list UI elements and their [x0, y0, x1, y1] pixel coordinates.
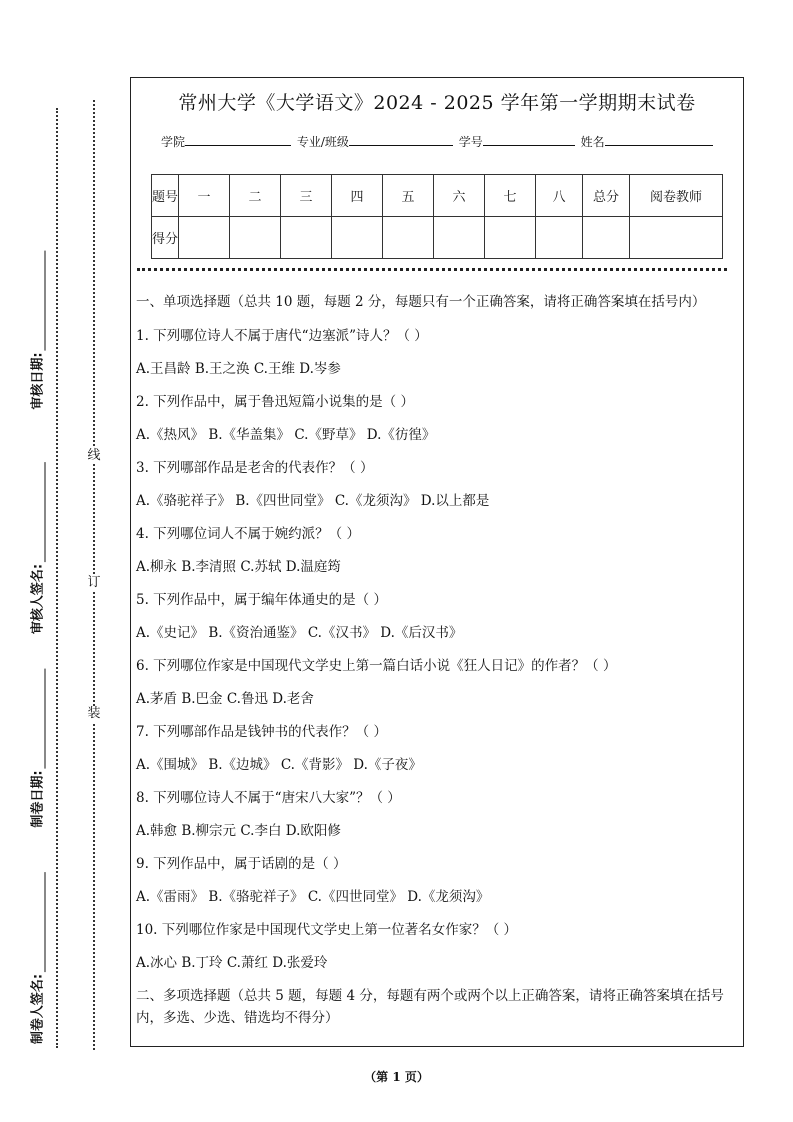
score-cell[interactable]	[583, 217, 630, 259]
exam-content	[136, 291, 741, 1029]
make-date-label	[16, 668, 56, 828]
score-cell[interactable]	[281, 217, 332, 259]
question-3: 3. 下列哪部作品是老舍的代表作？（ ）	[136, 460, 374, 476]
question-1-options: A.王昌龄 B.王之涣 C.王维 D.岑参	[136, 361, 341, 377]
score-cell[interactable]	[383, 217, 434, 259]
maker-sign-text: 制卷人签名:	[30, 973, 46, 1045]
name-blank	[605, 133, 713, 146]
score-table-header: 八	[536, 175, 583, 217]
score-table-header: 一	[179, 175, 230, 217]
question-8-options: A.韩愈 B.柳宗元 C.李白 D.欧阳修	[136, 823, 341, 839]
score-cell[interactable]	[179, 217, 230, 259]
make-date-text: 制卷日期:	[30, 770, 46, 828]
score-cell[interactable]	[485, 217, 536, 259]
question-3-options: A.《骆驼祥子》 B.《四世同堂》 C.《龙须沟》 D.以上都是	[136, 493, 490, 509]
question-7: 7. 下列哪部作品是钱钟书的代表作？（ ）	[136, 724, 387, 740]
maker-sign-blank	[45, 872, 46, 972]
exam-frame	[130, 77, 744, 1047]
question-6: 6. 下列哪位作家是中国现代文学史上第一篇白话小说《狂人日记》的作者？（ ）	[136, 658, 617, 674]
review-date-blank	[45, 250, 46, 350]
question-5: 5. 下列作品中，属于编年体通史的是（ ）	[136, 592, 387, 608]
name-label: 姓名	[580, 135, 605, 149]
score-cell[interactable]	[230, 217, 281, 259]
binding-char-xian: 线	[84, 448, 104, 464]
question-4: 4. 下列哪位词人不属于婉约派？（ ）	[136, 526, 360, 542]
score-table-label-cell: 得分	[152, 217, 179, 259]
question-9: 9. 下列作品中，属于话剧的是（ ）	[136, 856, 347, 872]
review-date-label	[16, 250, 56, 410]
score-table-score-row	[152, 217, 723, 259]
question-9-options: A.《雷雨》 B.《骆驼祥子》 C.《四世同堂》 D.《龙须沟》	[136, 889, 490, 905]
student-info-line	[161, 133, 715, 150]
question-6-options: A.茅盾 B.巴金 C.鲁迅 D.老舍	[136, 691, 314, 707]
make-date-blank	[45, 668, 46, 768]
section-1-heading: 一、单项选择题（总共 10 题，每题 2 分，每题只有一个正确答案，请将正确答案填在括号内）	[136, 294, 706, 310]
section-2-heading: 二、多项选择题（总共 5 题，每题 4 分，每题有两个或两个以上正确答案，请将正确答案填在括号内，多选、少选、错选均不得分）	[136, 988, 724, 1026]
question-10-options: A.冰心 B.丁玲 C.萧红 D.张爱玲	[136, 955, 328, 971]
major-label: 专业/班级	[296, 135, 349, 149]
score-table-header: 七	[485, 175, 536, 217]
left-dotted-line	[56, 108, 58, 1048]
major-blank	[349, 133, 453, 146]
score-table-header: 三	[281, 175, 332, 217]
reviewer-sign-text: 审核人签名:	[30, 563, 46, 635]
score-cell[interactable]	[434, 217, 485, 259]
reviewer-sign-blank	[45, 462, 46, 562]
question-5-options: A.《史记》 B.《资治通鉴》 C.《汉书》 D.《后汉书》	[136, 625, 463, 641]
student-id-label: 学号	[458, 135, 483, 149]
question-2-options: A.《热风》 B.《华盖集》 C.《野草》 D.《彷徨》	[136, 427, 436, 443]
question-1: 1. 下列哪位诗人不属于唐代“边塞派”诗人？（ ）	[136, 328, 428, 344]
page-title: 常州大学《大学语文》2024 - 2025 学年第一学期期末试卷	[178, 92, 696, 114]
section-separator	[137, 268, 727, 271]
reviewer-sign-label	[16, 468, 56, 635]
score-table-header: 四	[332, 175, 383, 217]
binding-char-zhuang: 装	[84, 706, 104, 722]
student-id-blank	[483, 133, 575, 146]
score-cell[interactable]	[332, 217, 383, 259]
question-4-options: A.柳永 B.李清照 C.苏轼 D.温庭筠	[136, 559, 341, 575]
question-7-options: A.《围城》 B.《边城》 C.《背影》 D.《子夜》	[136, 757, 422, 773]
question-8: 8. 下列哪位诗人不属于“唐宋八大家”？（ ）	[136, 790, 401, 806]
college-blank	[185, 133, 291, 146]
question-2: 2. 下列作品中，属于鲁迅短篇小说集的是（ ）	[136, 394, 414, 410]
score-table-header: 二	[230, 175, 281, 217]
maker-sign-label	[16, 878, 56, 1045]
score-cell[interactable]	[536, 217, 583, 259]
score-table-label-cell: 题号	[152, 175, 179, 217]
score-table-header: 阅卷教师	[630, 175, 723, 217]
college-label: 学院	[161, 135, 186, 149]
score-table-header: 总分	[583, 175, 630, 217]
question-10: 10. 下列哪位作家是中国现代文学史上第一位著名女作家？（ ）	[136, 922, 518, 938]
score-table-header: 六	[434, 175, 485, 217]
binding-char-ding: 订	[84, 575, 104, 591]
page-number: （第 1 页）	[364, 1070, 429, 1084]
score-table-header-row	[152, 175, 723, 217]
review-date-text: 审核日期:	[30, 352, 46, 410]
score-cell[interactable]	[630, 217, 723, 259]
score-table	[151, 174, 723, 259]
score-table-header: 五	[383, 175, 434, 217]
